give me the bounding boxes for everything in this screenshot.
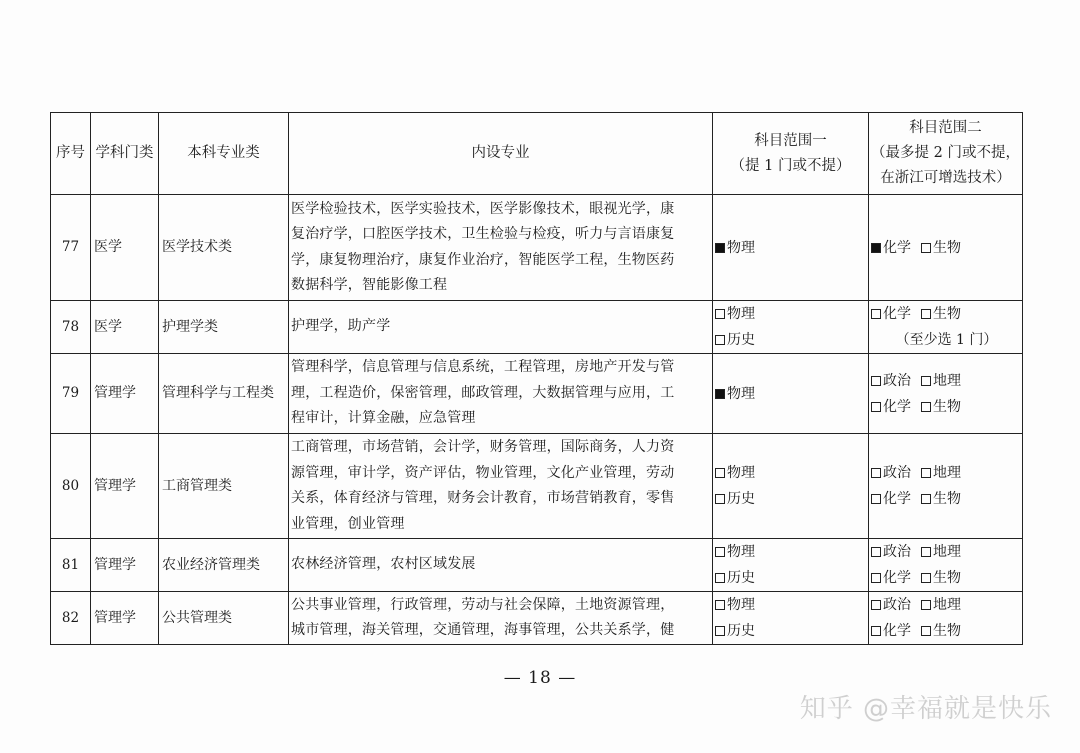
header-range1 — [713, 113, 869, 195]
majors-line: 复治疗学，口腔医学技术，卫生检验与检疫，听力与言语康复 — [291, 226, 675, 242]
empty-box-icon — [871, 626, 881, 636]
cell-majors — [289, 592, 713, 645]
empty-box-icon — [921, 600, 931, 610]
empty-box-icon — [715, 600, 725, 610]
majors-line: 医学检验技术，医学实验技术，医学影像技术，眼视光学，康 — [291, 200, 675, 217]
range2-option-line — [871, 539, 1022, 565]
empty-box-icon — [871, 573, 881, 583]
cell-range2 — [869, 301, 1023, 354]
cell-range1 — [713, 195, 869, 301]
table-header-row — [51, 113, 1023, 195]
cell-majors — [289, 539, 713, 592]
majors-line: 源管理，审计学，资产评估，物业管理，文化产业管理，劳动 — [291, 464, 675, 481]
subject-label: 生物 — [933, 398, 961, 415]
subject-label: 生物 — [933, 239, 961, 256]
cell-majors — [289, 354, 713, 434]
majors-line: 业管理，创业管理 — [291, 515, 405, 532]
subject-label: 地理 — [933, 597, 961, 613]
empty-box-icon — [871, 309, 881, 319]
empty-box-icon — [921, 309, 931, 319]
subject-label: 政治 — [883, 372, 911, 389]
majors-line: 管理科学，信息管理与信息系统，工程管理，房地产开发与管 — [291, 359, 675, 376]
subject-label: 生物 — [933, 306, 961, 322]
cell-range2 — [869, 539, 1023, 592]
cell-category: 医学 — [91, 301, 159, 354]
subject-label: 化学 — [883, 623, 911, 639]
checked-box-icon — [715, 243, 725, 253]
subject-option — [715, 332, 755, 348]
subject-label: 物理 — [727, 239, 755, 256]
cell-class: 护理学类 — [159, 301, 289, 354]
subject-label: 化学 — [883, 239, 911, 256]
header-majors: 内设专业 — [289, 113, 713, 195]
majors-line: 农林经济管理，农村区域发展 — [291, 556, 476, 573]
range1-option-line — [715, 539, 868, 565]
majors-line: 理，工程造价，保密管理，邮政管理，大数据管理与应用，工 — [291, 384, 675, 401]
empty-box-icon — [715, 547, 725, 557]
cell-category: 医学 — [91, 195, 159, 301]
empty-box-icon — [715, 573, 725, 583]
table-row — [51, 301, 1023, 354]
subject-option — [715, 570, 755, 586]
table-row — [51, 539, 1023, 592]
watermark-text: 知乎 @幸福就是快乐 — [799, 694, 1052, 724]
subject-option — [715, 386, 755, 402]
subject-label: 政治 — [883, 544, 911, 560]
cell-index: 77 — [51, 195, 91, 301]
majors-line: 工商管理，市场营销，会计学，财务管理，国际商务，人力资 — [291, 439, 675, 455]
cell-range2 — [869, 354, 1023, 434]
checked-box-icon — [715, 389, 725, 399]
subject-option — [921, 597, 961, 613]
cell-category: 管理学 — [91, 539, 159, 592]
subject-option — [715, 491, 755, 507]
range2-option-line — [871, 301, 1022, 327]
subject-option — [921, 373, 961, 389]
empty-box-icon — [921, 547, 931, 557]
empty-box-icon — [715, 335, 725, 345]
cell-range2 — [869, 592, 1023, 645]
table-row — [51, 434, 1023, 539]
range1-option-line — [715, 381, 868, 407]
cell-majors — [289, 301, 713, 354]
empty-box-icon — [921, 573, 931, 583]
subject-label: 历史 — [727, 332, 755, 348]
subject-option — [871, 544, 911, 560]
range2-option-line — [871, 565, 1022, 591]
table-body — [51, 195, 1023, 645]
cell-index: 79 — [51, 354, 91, 434]
majors-line: 关系，体育经济与管理，财务会计教育，市场营销教育，零售 — [291, 490, 675, 506]
cell-category: 管理学 — [91, 434, 159, 539]
range1-option-line — [715, 235, 868, 261]
header-range2-line: （最多提 2 门或不提， — [871, 145, 1020, 161]
range1-option-line — [715, 486, 868, 512]
subject-label: 化学 — [883, 570, 911, 586]
empty-box-icon — [921, 626, 931, 636]
cell-range1 — [713, 592, 869, 645]
majors-line: 数据科学，智能影像工程 — [291, 277, 448, 293]
subject-option — [921, 623, 961, 639]
empty-box-icon — [871, 468, 881, 478]
subject-option — [871, 465, 911, 481]
subject-label: 政治 — [883, 465, 911, 481]
table-row — [51, 195, 1023, 301]
subject-label: 生物 — [933, 491, 961, 507]
empty-box-icon — [921, 494, 931, 504]
cell-majors — [289, 434, 713, 539]
header-category: 学科门类 — [91, 113, 159, 195]
subject-label: 历史 — [727, 623, 755, 639]
subject-requirements-table — [50, 112, 1023, 645]
header-index: 序号 — [51, 113, 91, 195]
subject-option — [921, 399, 961, 415]
subject-option — [871, 399, 911, 415]
subject-option — [715, 544, 755, 560]
cell-range1 — [713, 301, 869, 354]
subject-label: 化学 — [883, 398, 911, 415]
subject-option — [871, 306, 911, 322]
cell-category: 管理学 — [91, 592, 159, 645]
empty-box-icon — [871, 376, 881, 386]
page-number: — 18 — — [503, 668, 577, 688]
subject-option — [921, 491, 961, 507]
subject-option — [871, 570, 911, 586]
majors-line: 学，康复物理治疗，康复作业治疗，智能医学工程，生物医药 — [291, 251, 675, 268]
cell-class: 工商管理类 — [159, 434, 289, 539]
range2-option-line — [871, 368, 1022, 394]
subject-label: 地理 — [933, 465, 961, 481]
subject-option — [921, 306, 961, 322]
empty-box-icon — [715, 468, 725, 478]
cell-index: 81 — [51, 539, 91, 592]
subject-option — [871, 373, 911, 389]
subject-option — [715, 306, 755, 322]
subject-option — [921, 465, 961, 481]
header-range2 — [869, 113, 1023, 195]
subject-label: 物理 — [727, 544, 755, 560]
range1-option-line — [715, 301, 868, 327]
subject-label: 历史 — [727, 570, 755, 586]
subject-label: 化学 — [883, 306, 911, 322]
subject-option — [715, 623, 755, 639]
header-range2-line: 科目范围二 — [909, 120, 982, 136]
range1-option-line — [715, 565, 868, 591]
cell-range1 — [713, 539, 869, 592]
range2-option-line — [871, 460, 1022, 486]
cell-range1 — [713, 434, 869, 539]
subject-option — [921, 240, 961, 256]
range2-option-line — [871, 235, 1022, 261]
empty-box-icon — [715, 494, 725, 504]
empty-box-icon — [871, 547, 881, 557]
range1-option-line — [715, 592, 868, 618]
subject-option — [871, 491, 911, 507]
header-range1-line: 科目范围一 — [754, 132, 827, 149]
range1-option-line — [715, 618, 868, 644]
empty-box-icon — [921, 243, 931, 253]
empty-box-icon — [715, 309, 725, 319]
subject-option — [871, 623, 911, 639]
subject-option — [715, 240, 755, 256]
majors-line: 程审计，计算金融，应急管理 — [291, 410, 476, 427]
subject-label: 历史 — [727, 491, 755, 507]
range2-option-line — [871, 394, 1022, 420]
cell-range2 — [869, 195, 1023, 301]
cell-majors — [289, 195, 713, 301]
subject-label: 化学 — [883, 491, 911, 507]
majors-line: 护理学，助产学 — [291, 318, 391, 335]
empty-box-icon — [871, 402, 881, 412]
cell-range1 — [713, 354, 869, 434]
empty-box-icon — [715, 626, 725, 636]
subject-label: 物理 — [727, 465, 755, 481]
cell-class: 医学技术类 — [159, 195, 289, 301]
cell-index: 82 — [51, 592, 91, 645]
subject-option — [921, 544, 961, 560]
subject-label: 政治 — [883, 597, 911, 613]
range2-note: （至少选 1 门） — [895, 332, 998, 348]
cell-class: 管理科学与工程类 — [159, 354, 289, 434]
table-row — [51, 354, 1023, 434]
range1-option-line — [715, 327, 868, 353]
table-row — [51, 592, 1023, 645]
subject-option — [871, 240, 911, 256]
empty-box-icon — [871, 600, 881, 610]
subject-option — [715, 597, 755, 613]
subject-label: 物理 — [727, 385, 755, 402]
empty-box-icon — [921, 376, 931, 386]
subject-label: 物理 — [727, 597, 755, 613]
subject-option — [715, 465, 755, 481]
checked-box-icon — [871, 243, 881, 253]
empty-box-icon — [921, 402, 931, 412]
subject-option — [871, 597, 911, 613]
header-range1-line: （提 1 门或不提） — [730, 157, 851, 174]
header-range2-line: 在浙江可增选技术） — [880, 170, 1011, 186]
subject-option — [921, 570, 961, 586]
cell-class: 公共管理类 — [159, 592, 289, 645]
subject-label: 地理 — [933, 372, 961, 389]
cell-category: 管理学 — [91, 354, 159, 434]
empty-box-icon — [921, 468, 931, 478]
cell-index: 78 — [51, 301, 91, 354]
range2-option-line — [871, 618, 1022, 644]
header-class: 本科专业类 — [159, 113, 289, 195]
cell-index: 80 — [51, 434, 91, 539]
majors-line: 城市管理，海关管理，交通管理，海事管理，公共关系学，健 — [291, 622, 675, 638]
range2-option-line — [871, 486, 1022, 512]
subject-label: 生物 — [933, 570, 961, 586]
subject-label: 地理 — [933, 544, 961, 560]
cell-class: 农业经济管理类 — [159, 539, 289, 592]
cell-range2 — [869, 434, 1023, 539]
subject-label: 生物 — [933, 623, 961, 639]
majors-line: 公共事业管理，行政管理，劳动与社会保障，土地资源管理， — [291, 596, 675, 613]
subject-label: 物理 — [727, 306, 755, 322]
empty-box-icon — [871, 494, 881, 504]
range2-option-line — [871, 592, 1022, 618]
range1-option-line — [715, 460, 868, 486]
